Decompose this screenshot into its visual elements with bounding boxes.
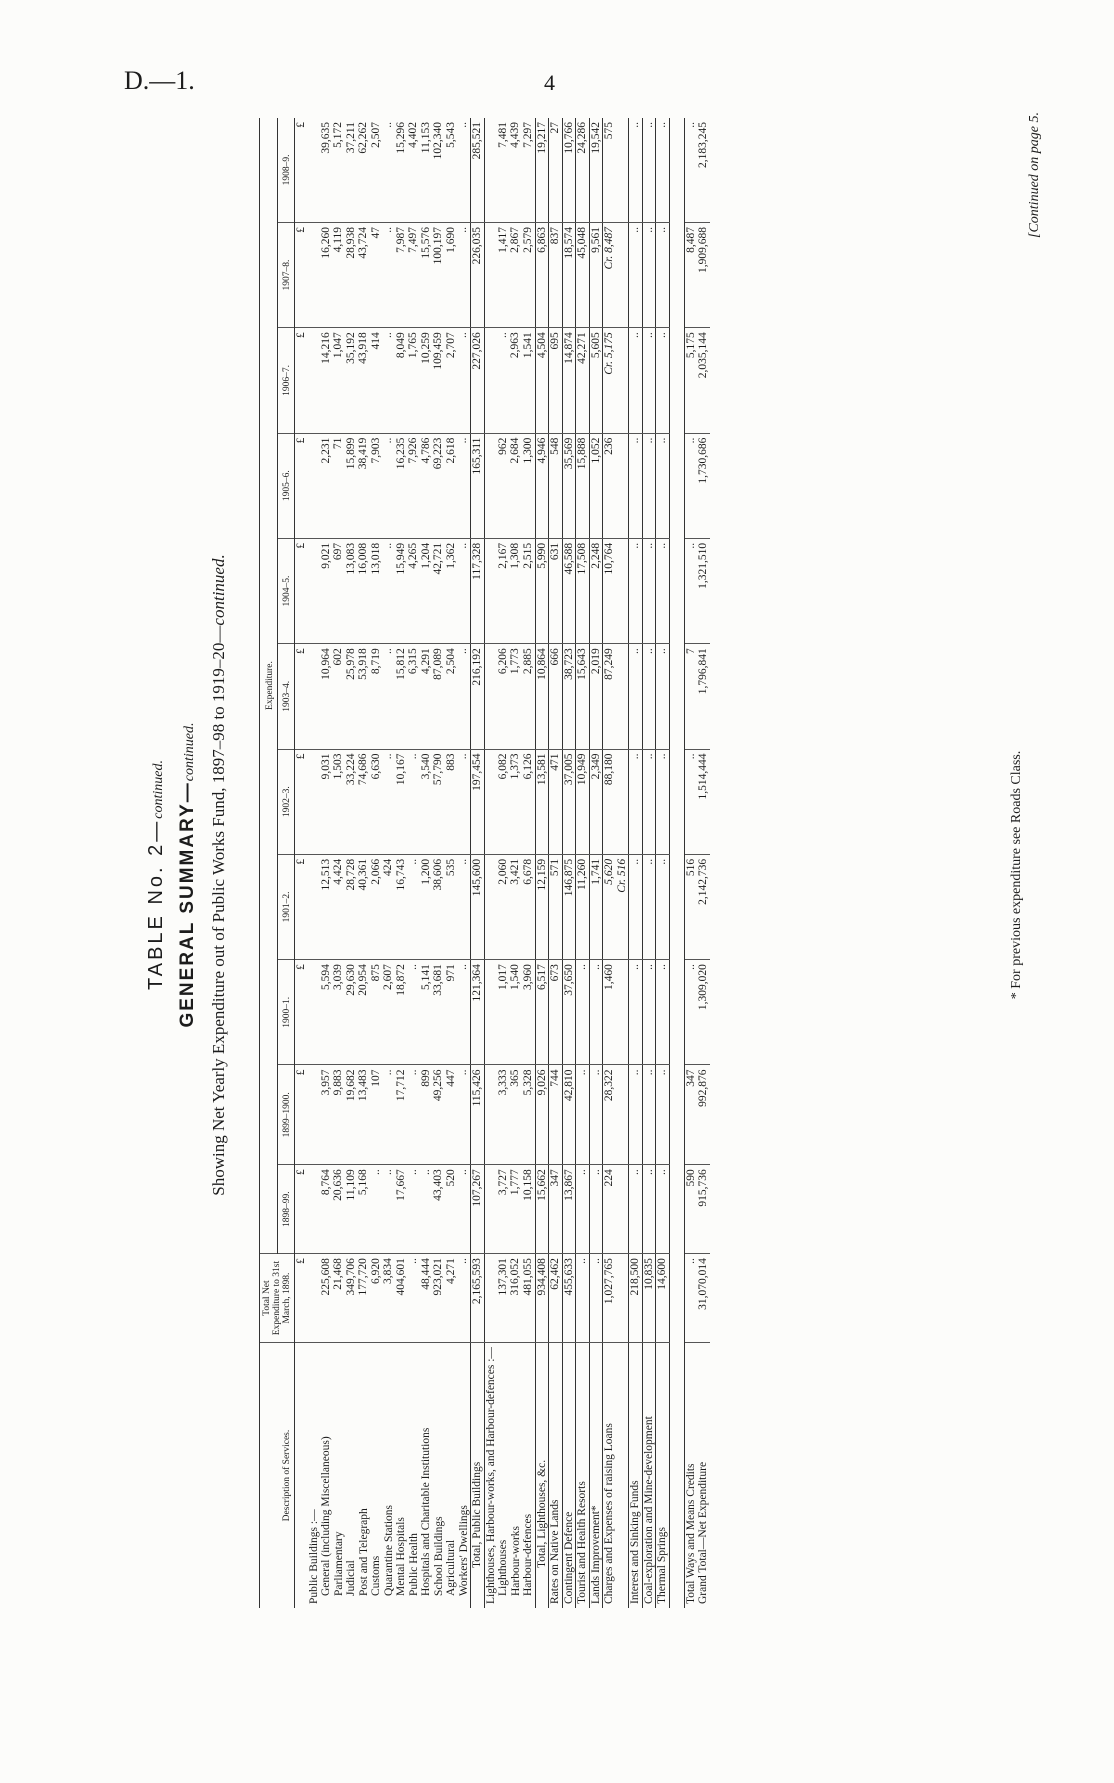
year-header: 1907–8. [277, 222, 295, 327]
value-cell: .. [642, 854, 656, 959]
value-cell: 3,957 9,883 19,682 13,483 107 .. 17,712 .. 899 49,256 447 .. [308, 1065, 471, 1165]
value-cell: 19,542 [589, 118, 603, 222]
value-cell: 10,835 [642, 1254, 656, 1343]
value-cell: 2,248 [589, 538, 603, 643]
value-cell: 224 [603, 1165, 629, 1254]
value-cell: 4,946 [535, 433, 549, 538]
value-cell: 590 915,736 [684, 1165, 710, 1254]
value-cell: 548 [549, 433, 563, 538]
value-cell: 3,727 1,777 10,158 [484, 1165, 535, 1254]
value-cell: 8,487 1,909,688 [684, 222, 710, 327]
value-cell: 13,867 [562, 1165, 576, 1254]
value-cell: 37,650 [562, 960, 576, 1065]
value-cell: .. [656, 118, 670, 222]
value-cell: 28,322 [603, 1065, 629, 1165]
value-cell: 146,875 [562, 854, 576, 959]
value-cell: .. [642, 960, 656, 1065]
value-cell: 666 [549, 644, 563, 749]
value-cell: 42,810 [562, 1065, 576, 1165]
page-number: 4 [544, 70, 555, 95]
value-cell: .. [656, 960, 670, 1065]
year-header: 1898–99. [277, 1165, 295, 1254]
value-cell: 14,874 [562, 328, 576, 433]
value-cell: 62,462 [549, 1254, 563, 1343]
value-cell: .. [656, 1065, 670, 1165]
grand-total-row [684, 118, 710, 1608]
value-cell: .. [656, 644, 670, 749]
year-header: 1902–3. [277, 749, 295, 854]
value-cell: .. [629, 538, 643, 643]
value-cell: .. [656, 749, 670, 854]
value-cell: .. [656, 1165, 670, 1254]
value-cell: 35,569 [562, 433, 576, 538]
value-cell: 347 [549, 1165, 563, 1254]
value-cell: .. [642, 538, 656, 643]
value-cell: .. [642, 749, 656, 854]
value-cell: .. [576, 1065, 590, 1165]
value-cell: 7,481 4,439 7,297 [484, 118, 535, 222]
value-cell: .. 1,321,510 [684, 538, 710, 643]
value-cell: 5,605 [589, 328, 603, 433]
value-cell: 121,364 [471, 960, 485, 1065]
row-label: Contingent Defence [562, 1343, 576, 1608]
value-cell: .. [656, 538, 670, 643]
currency-symbol: £ [295, 1065, 308, 1165]
value-cell: .. 2,963 1,541 [484, 328, 535, 433]
value-cell: Cr. 8,487 [603, 222, 629, 327]
footnote: * For previous expenditure see Roads Class. [1009, 750, 1024, 1000]
value-cell: .. [576, 960, 590, 1065]
value-cell: 2,231 71 15,899 38,419 7,903 .. 16,235 7,926 4,786 69,223 2,618 .. [308, 433, 471, 538]
year-header: 1908–9. [277, 118, 295, 222]
row-label: Rates on Native Lands [549, 1343, 563, 1608]
year-header: 1903–4. [277, 644, 295, 749]
value-cell: .. 2,183,245 [684, 118, 710, 222]
value-cell: .. [589, 960, 603, 1065]
value-cell: 2,349 [589, 749, 603, 854]
value-cell: 42,271 [576, 328, 590, 433]
value-cell: 9,021 697 13,083 16,008 13,018 .. 15,949 4,265 1,204 42,721 1,362 .. [308, 538, 471, 643]
currency-symbol: £ [295, 749, 308, 854]
value-cell: .. [642, 1065, 656, 1165]
value-cell: 19,217 [535, 118, 549, 222]
tourist-health-resorts-row [576, 118, 590, 1608]
currency-symbol: £ [295, 118, 308, 222]
value-cell: 11,260 [576, 854, 590, 959]
value-cell: 837 [549, 222, 563, 327]
value-cell: .. [629, 222, 643, 327]
table-titles [137, 112, 267, 1638]
value-cell: .. [576, 1165, 590, 1254]
interest-sinking-funds-row [629, 118, 643, 1608]
value-cell: .. [629, 960, 643, 1065]
value-cell: 87,249 [603, 644, 629, 749]
value-cell: .. [629, 118, 643, 222]
lighthouses-group [484, 118, 535, 1608]
total-to-1898-header: Total Net Expenditure to 31st March, 1898. [260, 1254, 295, 1343]
value-cell: 10,949 [576, 749, 590, 854]
value-cell: 575 [603, 118, 629, 222]
value-cell: 1,741 [589, 854, 603, 959]
group-description [308, 1343, 471, 1608]
row-label: Tourist and Health Resorts [576, 1343, 590, 1608]
value-cell: .. [656, 854, 670, 959]
rates-native-lands-row [549, 118, 563, 1608]
value-cell: 2,060 3,421 6,678 [484, 854, 535, 959]
row-label: Lands Improvement* [589, 1343, 603, 1608]
row-label: Total Ways and Means Credits Grand Total—Net Expenditure [684, 1343, 710, 1608]
value-cell: 934,408 [535, 1254, 549, 1343]
currency-symbol: £ [295, 222, 308, 327]
value-cell: .. [629, 1165, 643, 1254]
value-cell: .. [629, 1065, 643, 1165]
value-cell: 227,026 [471, 328, 485, 433]
value-cell: 1,052 [589, 433, 603, 538]
value-cell: .. [589, 1065, 603, 1165]
value-cell: 197,454 [471, 749, 485, 854]
value-cell: .. [589, 1165, 603, 1254]
value-cell: 2,167 1,308 2,515 [484, 538, 535, 643]
value-cell: 8,764 20,636 11,109 5,168 .. .. 17,667 .. .. 43,403 520 .. [308, 1165, 471, 1254]
group-label: Public Buildings :— [307, 1509, 320, 1604]
value-cell: 6,206 1,773 2,885 [484, 644, 535, 749]
value-cell: 225,608 21,468 349,706 177,720 6,920 3,834 404,601 .. 48,444 923,021 4,271 .. [308, 1254, 471, 1343]
value-cell: 18,574 [562, 222, 576, 327]
value-cell: 9,031 1,503 33,224 74,686 6,630 .. 10,167 .. 3,540 57,790 883 .. [308, 749, 471, 854]
value-cell: 6,082 1,373 6,126 [484, 749, 535, 854]
value-cell: 1,017 1,540 3,960 [484, 960, 535, 1065]
value-cell: 24,286 [576, 118, 590, 222]
value-cell: 1,417 2,867 2,579 [484, 222, 535, 327]
value-cell: .. [642, 644, 656, 749]
value-cell: 226,035 [471, 222, 485, 327]
value-cell: 10,764 [603, 538, 629, 643]
item-labels: Lighthouses Harbour-works Harbour-defences [497, 1513, 534, 1596]
lands-improvement-row [589, 118, 603, 1608]
value-cell: 5,620 Cr. 516 [603, 854, 629, 959]
value-cell: 117,328 [471, 538, 485, 643]
description-header: Description of Services. [260, 1343, 295, 1608]
value-cell: 13,581 [535, 749, 549, 854]
table-number: TABLE No. 2—continued. [145, 760, 167, 990]
currency-symbol: £ [295, 644, 308, 749]
group-label: Lighthouses, Harbour-works, and Harbour-defences :— [484, 1347, 497, 1604]
table-subtitle: Showing Net Yearly Expenditure out of Public Works Fund, 1897–98 to 1919–20—continued. [209, 554, 228, 1196]
item-labels: General (including Miscellaneous) Parliamentary Judicial Post and Telegraph Customs Quarantine Stations Mental Hospitals Public Health Hospitals and Charitable Institutions School Buildings Agricultural Workers' Dwellings [320, 1427, 470, 1596]
value-cell: 10,766 [562, 118, 576, 222]
value-cell: 9,026 [535, 1065, 549, 1165]
value-cell: 5,990 [535, 538, 549, 643]
value-cell: 39,635 5,172 37,211 62,262 2,507 .. 15,296 4,402 11,153 102,340 5,543 .. [308, 118, 471, 222]
value-cell: 16,260 4,119 28,938 43,724 47 .. 7,987 7,497 15,576 100,197 1,690 .. [308, 222, 471, 327]
value-cell: 962 2,684 1,300 [484, 433, 535, 538]
expenditure-header: Expenditure. [260, 118, 278, 1254]
value-cell: .. [656, 328, 670, 433]
value-cell: .. [629, 328, 643, 433]
value-cell: 1,460 [603, 960, 629, 1065]
value-cell: 695 [549, 328, 563, 433]
value-cell: 744 [549, 1065, 563, 1165]
value-cell: 27 [549, 118, 563, 222]
value-cell: 15,643 [576, 644, 590, 749]
page-code: D.—1. [124, 66, 195, 95]
value-cell: Cr. 5,175 [603, 328, 629, 433]
loan-charges-row [603, 118, 629, 1608]
value-cell: 4,504 [535, 328, 549, 433]
value-cell: 12,159 [535, 854, 549, 959]
year-header: 1905–6. [277, 433, 295, 538]
value-cell: .. [629, 749, 643, 854]
value-cell: .. [656, 222, 670, 327]
value-cell: 15,662 [535, 1165, 549, 1254]
value-cell: 6,517 [535, 960, 549, 1065]
value-cell: .. 1,730,686 [684, 433, 710, 538]
continued-note: [Continued on page 5. [1027, 112, 1042, 238]
value-cell: 46,588 [562, 538, 576, 643]
value-cell: .. [576, 1254, 590, 1343]
value-cell: 347 992,876 [684, 1065, 710, 1165]
value-cell: .. [642, 433, 656, 538]
coal-exploration-row [642, 118, 656, 1608]
total-lighthouses-row [535, 118, 549, 1608]
value-cell: 285,521 [471, 118, 485, 222]
value-cell: .. [642, 222, 656, 327]
currency-symbol: £ [295, 328, 308, 433]
row-label: Thermal Springs [656, 1343, 670, 1608]
value-cell: 216,192 [471, 644, 485, 749]
value-cell: 14,600 [656, 1254, 670, 1343]
value-cell: 516 2,142,736 [684, 854, 710, 959]
value-cell: 12,513 4,424 28,728 40,361 2,066 424 16,743 .. 1,200 38,606 535 .. [308, 854, 471, 959]
value-cell: 218,500 [629, 1254, 643, 1343]
row-label: Coal-exploration and Mine-development [642, 1343, 656, 1608]
row-label: Total, Public Buildings [471, 1343, 485, 1608]
currency-symbol: £ [295, 854, 308, 959]
value-cell: 5,175 2,035,144 [684, 328, 710, 433]
value-cell: 571 [549, 854, 563, 959]
value-cell: 137,301 316,052 481,055 [484, 1254, 535, 1343]
general-summary-heading: GENERAL SUMMARY—continued. [177, 722, 198, 1028]
value-cell: 2,019 [589, 644, 603, 749]
value-cell: .. [642, 1165, 656, 1254]
value-cell: .. [642, 328, 656, 433]
value-cell: 10,864 [535, 644, 549, 749]
value-cell: 2,165,593 [471, 1254, 485, 1343]
year-header: 1900–1. [277, 960, 295, 1065]
value-cell: 236 [603, 433, 629, 538]
row-label: Charges and Expenses of raising Loans [603, 1343, 629, 1608]
value-cell: 37,005 [562, 749, 576, 854]
rotated-table-sheet [137, 112, 1067, 1638]
row-label: Interest and Sinking Funds [629, 1343, 643, 1608]
value-cell: .. [642, 118, 656, 222]
value-cell: 631 [549, 538, 563, 643]
spacer-row [669, 118, 684, 1608]
value-cell: 115,426 [471, 1065, 485, 1165]
value-cell: 14,216 1,047 35,192 43,918 414 .. 8,049 1,765 10,259 109,459 2,707 .. [308, 328, 471, 433]
value-cell: .. 1,514,444 [684, 749, 710, 854]
value-cell: 9,561 [589, 222, 603, 327]
value-cell: 45,048 [576, 222, 590, 327]
value-cell: 107,267 [471, 1165, 485, 1254]
year-header: 1906–7. [277, 328, 295, 433]
value-cell: 10,964 602 25,978 53,918 8,719 .. 15,812 6,315 4,291 87,089 2,504 .. [308, 644, 471, 749]
value-cell: 7 1,796,841 [684, 644, 710, 749]
value-cell: 673 [549, 960, 563, 1065]
value-cell: 455,633 [562, 1254, 576, 1343]
value-cell: .. [629, 644, 643, 749]
currency-symbol: £ [295, 1165, 308, 1254]
currency-symbol: £ [295, 1254, 308, 1343]
value-cell: 3,333 365 5,328 [484, 1065, 535, 1165]
year-header: 1901–2. [277, 854, 295, 959]
value-cell: 6,863 [535, 222, 549, 327]
value-cell: 38,723 [562, 644, 576, 749]
value-cell: 88,180 [603, 749, 629, 854]
value-cell: 145,600 [471, 854, 485, 959]
value-cell: 17,508 [576, 538, 590, 643]
currency-symbol: £ [295, 960, 308, 1065]
value-cell: .. [629, 854, 643, 959]
currency-symbol: £ [295, 433, 308, 538]
currency-row [295, 118, 308, 1608]
expenditure-table [259, 118, 710, 1608]
public-buildings-group [308, 118, 471, 1608]
row-label: Total, Lighthouses, &c. [535, 1343, 549, 1608]
value-cell: .. [589, 1254, 603, 1343]
thermal-springs-row [656, 118, 670, 1608]
value-cell: 5,594 3,039 29,630 20,954 875 2,607 18,872 .. 5,141 33,681 971 .. [308, 960, 471, 1065]
group-description [484, 1343, 535, 1608]
currency-symbol: £ [295, 538, 308, 643]
total-public-buildings-row [471, 118, 485, 1608]
value-cell: 165,311 [471, 433, 485, 538]
contingent-defence-row [562, 118, 576, 1608]
value-cell: .. 1,309,020 [684, 960, 710, 1065]
value-cell: .. 31,070,014 [684, 1254, 710, 1343]
value-cell: .. [656, 433, 670, 538]
value-cell: 15,888 [576, 433, 590, 538]
value-cell: .. [629, 433, 643, 538]
year-header: 1899–1900. [277, 1065, 295, 1165]
year-header: 1904–5. [277, 538, 295, 643]
value-cell: 471 [549, 749, 563, 854]
value-cell: 1,027,765 [603, 1254, 629, 1343]
